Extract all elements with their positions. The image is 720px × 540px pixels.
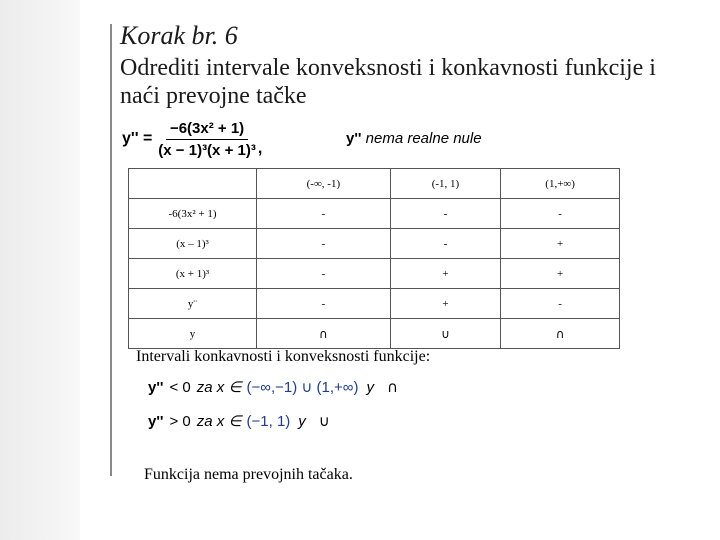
sign-table-header-row [129, 169, 620, 199]
concavity-symbol: ∩ [257, 319, 391, 349]
sign-table [128, 168, 620, 349]
condition-text: za x ∈ [196, 413, 242, 430]
table-row [129, 229, 620, 259]
sign-cell: + [501, 259, 620, 289]
condition-lhs: y'' [148, 412, 164, 430]
sign-table-header: (-∞, -1) [257, 169, 391, 199]
formula-denominator: (x − 1)³(x + 1)³ [158, 141, 256, 159]
sign-table-header: (1,+∞) [501, 169, 620, 199]
condition-result-word: y [366, 378, 374, 396]
table-row [129, 319, 620, 349]
row-label: (x + 1)³ [129, 259, 257, 289]
condition-relation: > 0 [169, 412, 191, 430]
table-row [129, 259, 620, 289]
sign-cell: - [257, 199, 391, 229]
condition-shape: ∩ [387, 378, 398, 396]
condition-result-word: y [298, 412, 306, 430]
table-row [129, 289, 620, 319]
table-row [129, 199, 620, 229]
sign-cell: - [390, 199, 500, 229]
condition-shape: ∪ [318, 412, 330, 430]
sign-cell: + [390, 259, 500, 289]
condition-text: za x ∈ [196, 379, 242, 396]
sign-cell: - [257, 289, 391, 319]
formula-numerator: −6(3x² + 1) [166, 120, 248, 140]
no-zero-expr: y'' [346, 130, 362, 147]
sign-cell: - [501, 289, 620, 319]
condition-interval: (−1, 1) [246, 412, 291, 430]
sign-cell: - [501, 199, 620, 229]
sign-cell: + [390, 289, 500, 319]
formula-lhs: y'' = [122, 130, 153, 147]
concavity-symbol: ∩ [501, 319, 620, 349]
sign-cell: - [257, 229, 391, 259]
sign-table-header [129, 169, 257, 199]
concavity-condition [148, 378, 398, 396]
row-label: -6(3x² + 1) [129, 199, 257, 229]
slide-left-band [0, 0, 80, 540]
row-label: y [129, 319, 257, 349]
condition-relation: < 0 [169, 378, 191, 396]
conclusion-text: Funkcija nema prevojnih tačaka. [144, 466, 353, 483]
intervals-heading: Intervali konkavnosti i konveksnosti funkcije: [136, 348, 431, 365]
slide-accent-line [110, 24, 112, 476]
no-zero-text: nema realne nule [365, 130, 482, 147]
condition-lhs: y'' [148, 378, 164, 396]
slide-subtitle: Odrediti intervale konveksnosti i konkavnosti funkcije i naći prevojne tačke [120, 55, 656, 109]
convexity-condition [148, 412, 330, 430]
no-real-zeros-note [346, 130, 482, 147]
sign-cell: - [390, 229, 500, 259]
formula-comma: , [257, 140, 263, 157]
sign-cell: - [257, 259, 391, 289]
formula-fraction [158, 120, 256, 159]
sign-table-header: (-1, 1) [390, 169, 500, 199]
second-derivative-formula [122, 114, 262, 164]
row-label: y¨ [129, 289, 257, 319]
slide-title: Korak br. 6 [120, 21, 238, 50]
concavity-symbol: ∪ [390, 319, 500, 349]
row-label: (x – 1)³ [129, 229, 257, 259]
sign-cell: + [501, 229, 620, 259]
condition-interval: (−∞,−1) ∪ (1,+∞) [246, 379, 359, 396]
